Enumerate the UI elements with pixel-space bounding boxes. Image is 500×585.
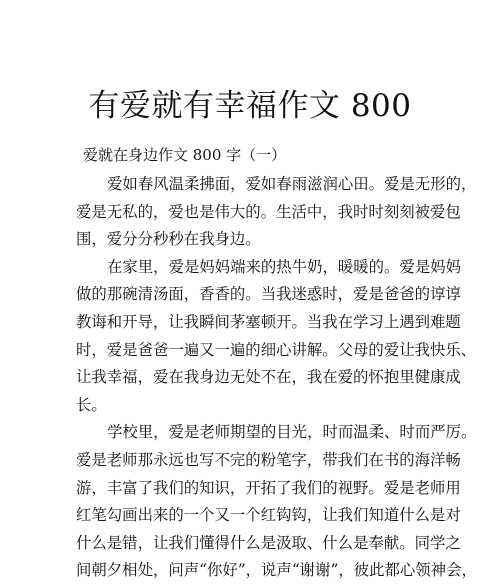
body-line: 游，丰富了我们的知识，开拓了我们的视野。爱是老师用	[76, 478, 461, 497]
document-body	[76, 171, 477, 585]
body-line: 爱是无私的，爱也是伟大的。生活中，我时时刻刻被爱包	[76, 202, 461, 221]
body-line: 在家里，爱是妈妈端来的热牛奶，暖暖的。爱是妈妈	[107, 257, 461, 276]
body-line: 做的那碗清汤面，香香的。当我迷惑时，爱是爸爸的谆谆	[76, 285, 461, 304]
body-line: 红笔勾画出来的一个又一个红钩钩，让我们知道什么是对	[76, 506, 461, 525]
body-line: 时，爱是爸爸一遍又一遍的细心讲解。父母的爱让我快乐、	[76, 340, 477, 359]
body-line: 学校里，爱是老师期望的目光，时而温柔、时而严厉。	[107, 423, 477, 442]
body-line: 什么是错，让我们懂得什么是汲取、什么是奉献。同学之	[76, 533, 461, 552]
body-line: 长。	[76, 395, 107, 414]
document-title: 有爱就有幸福作文 800	[88, 88, 412, 124]
body-line: 让我幸福，爱在我身边无处不在，我在爱的怀抱里健康成	[76, 368, 461, 387]
body-line: 爱如春风温柔拂面，爱如春雨滋润心田。爱是无形的，	[107, 175, 477, 193]
document-subtitle: 爱就在身边作文 800 字（一）	[83, 146, 287, 164]
body-line: 间朝夕相处，问声“你好”，说声“谢谢”，彼此都心领神会，	[76, 561, 477, 580]
body-line: 爱是老师那永远也写不完的粉笔字，带我们在书的海洋畅	[76, 450, 461, 469]
body-line: 围，爱分分秒秒在我身边。	[76, 230, 261, 249]
body-line: 教诲和开导，让我瞬间茅塞顿开。当我在学习上遇到难题	[76, 312, 461, 331]
